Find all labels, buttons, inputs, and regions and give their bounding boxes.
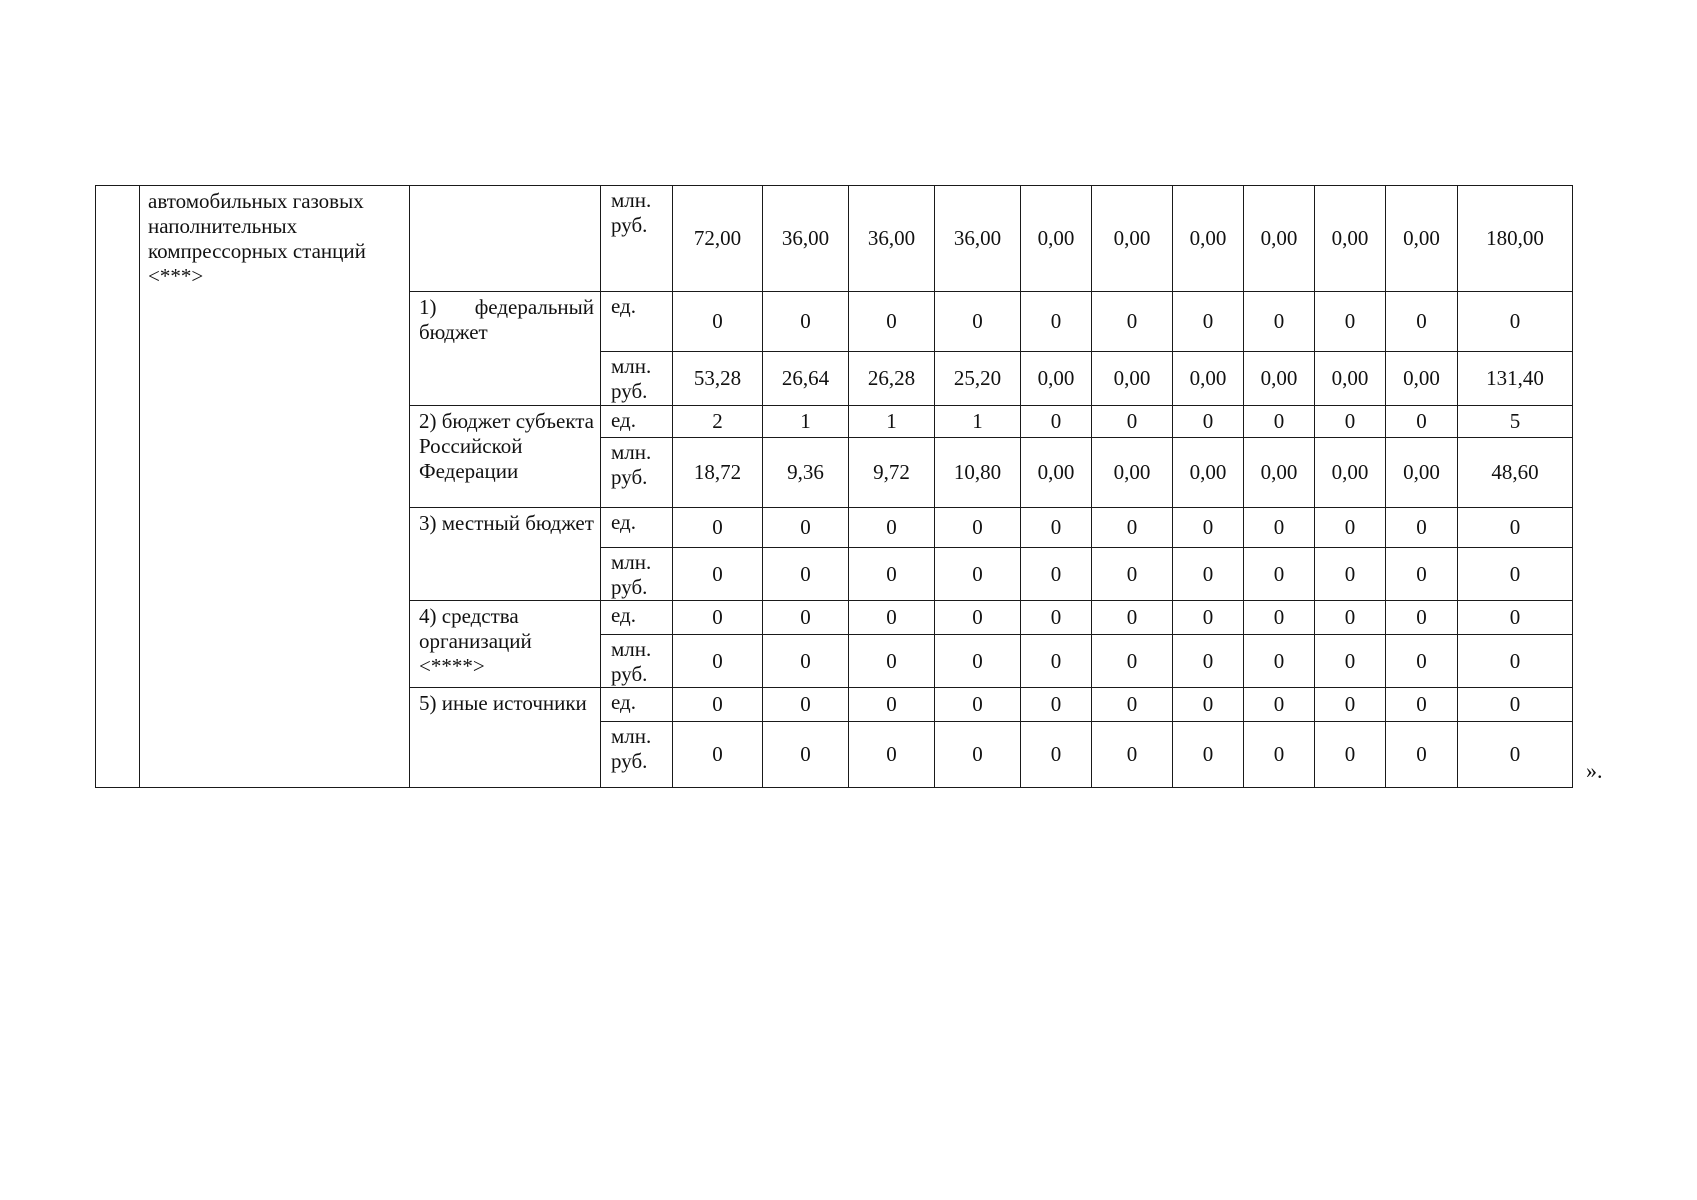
value-cell: 0 — [1092, 722, 1173, 788]
unit-label: ед. — [611, 294, 636, 318]
value-cell: 0 — [673, 292, 763, 352]
value-cell: 0,00 — [1021, 352, 1092, 406]
value-cell: 26,28 — [849, 352, 935, 406]
value-cell: 0 — [1244, 635, 1315, 688]
unit-cell — [601, 186, 673, 292]
total-cell: 180,00 — [1458, 186, 1573, 292]
value-cell: 0 — [763, 635, 849, 688]
value-cell: 0,00 — [1315, 438, 1386, 508]
value-cell: 0,00 — [1315, 186, 1386, 292]
value-cell: 10,80 — [935, 438, 1021, 508]
value-cell: 0 — [849, 548, 935, 601]
value-cell: 0 — [673, 548, 763, 601]
value-cell: 0,00 — [1092, 352, 1173, 406]
value-cell: 2 — [673, 406, 763, 438]
value-cell: 0 — [1244, 688, 1315, 722]
value-cell: 0 — [1173, 722, 1244, 788]
value-cell: 0 — [1244, 508, 1315, 548]
unit-cell — [601, 722, 673, 788]
unit-cell — [601, 406, 673, 438]
value-cell: 0 — [1244, 601, 1315, 635]
value-cell: 0,00 — [1386, 186, 1458, 292]
value-cell: 0 — [1386, 601, 1458, 635]
closing-quote-mark: ». — [1586, 758, 1603, 783]
value-cell: 18,72 — [673, 438, 763, 508]
value-cell: 0 — [1173, 292, 1244, 352]
unit-label: ед. — [611, 510, 636, 534]
value-cell: 0 — [1315, 548, 1386, 601]
value-cell: 0 — [673, 508, 763, 548]
value-cell: 0 — [1386, 292, 1458, 352]
value-cell: 0,00 — [1244, 352, 1315, 406]
value-cell: 0,00 — [1021, 186, 1092, 292]
value-cell: 0 — [763, 601, 849, 635]
value-cell: 0 — [1021, 722, 1092, 788]
total-cell: 5 — [1458, 406, 1573, 438]
value-cell: 0,00 — [1173, 438, 1244, 508]
value-cell: 0 — [1173, 635, 1244, 688]
value-cell: 9,72 — [849, 438, 935, 508]
value-cell: 0 — [673, 635, 763, 688]
value-cell: 0 — [1173, 548, 1244, 601]
value-cell: 1 — [763, 406, 849, 438]
total-cell: 48,60 — [1458, 438, 1573, 508]
unit-label: ед. — [611, 690, 636, 714]
total-cell: 0 — [1458, 292, 1573, 352]
value-cell: 0 — [763, 292, 849, 352]
unit-label: млн. руб. — [611, 550, 652, 599]
source-cell — [410, 601, 601, 688]
unit-cell — [601, 601, 673, 635]
source-cell — [410, 406, 601, 508]
value-cell: 0 — [1315, 601, 1386, 635]
value-cell: 0 — [849, 635, 935, 688]
total-cell: 0 — [1458, 688, 1573, 722]
table-row — [96, 186, 1573, 292]
value-cell: 36,00 — [849, 186, 935, 292]
value-cell: 0 — [1021, 508, 1092, 548]
value-cell: 0,00 — [1021, 438, 1092, 508]
value-cell: 0 — [935, 722, 1021, 788]
value-cell: 0 — [673, 688, 763, 722]
value-cell: 0 — [763, 548, 849, 601]
value-cell: 0,00 — [1173, 186, 1244, 292]
value-cell: 0 — [935, 635, 1021, 688]
unit-label: млн. руб. — [611, 440, 652, 489]
value-cell: 0 — [849, 292, 935, 352]
value-cell: 0 — [935, 688, 1021, 722]
value-cell: 36,00 — [935, 186, 1021, 292]
value-cell: 0 — [1021, 548, 1092, 601]
unit-label: ед. — [611, 603, 636, 627]
value-cell: 0 — [1173, 601, 1244, 635]
value-cell: 36,00 — [763, 186, 849, 292]
value-cell: 0 — [1021, 601, 1092, 635]
source-label: 3) местный бюджет — [419, 511, 594, 535]
value-cell: 0 — [935, 508, 1021, 548]
item-name-cell — [140, 186, 410, 788]
unit-cell — [601, 688, 673, 722]
value-cell: 0 — [1315, 406, 1386, 438]
value-cell: 53,28 — [673, 352, 763, 406]
source-first-line: 1) федеральный — [419, 295, 594, 319]
value-cell: 0 — [1386, 722, 1458, 788]
unit-cell — [601, 635, 673, 688]
value-cell: 0 — [1315, 688, 1386, 722]
value-cell: 0 — [1386, 688, 1458, 722]
unit-cell — [601, 438, 673, 508]
item-name: автомобильных газовых наполнительных компрессорных станций <***> — [148, 189, 366, 288]
total-cell: 0 — [1458, 722, 1573, 788]
value-cell: 0 — [1315, 635, 1386, 688]
value-cell: 0 — [673, 601, 763, 635]
value-cell: 0 — [849, 508, 935, 548]
value-cell: 9,36 — [763, 438, 849, 508]
value-cell: 0 — [1092, 688, 1173, 722]
total-cell: 131,40 — [1458, 352, 1573, 406]
value-cell: 72,00 — [673, 186, 763, 292]
funding-table — [95, 185, 1573, 788]
value-cell: 0,00 — [1092, 186, 1173, 292]
value-cell: 0 — [1386, 635, 1458, 688]
unit-label: млн. руб. — [611, 354, 652, 403]
value-cell: 0 — [1092, 635, 1173, 688]
value-cell: 0,00 — [1244, 186, 1315, 292]
unit-cell — [601, 352, 673, 406]
unit-label: млн. руб. — [611, 724, 652, 773]
value-cell: 0 — [1386, 548, 1458, 601]
value-cell: 0 — [849, 601, 935, 635]
total-cell: 0 — [1458, 548, 1573, 601]
total-cell: 0 — [1458, 601, 1573, 635]
value-cell: 0 — [763, 508, 849, 548]
total-cell: 0 — [1458, 635, 1573, 688]
value-cell: 1 — [849, 406, 935, 438]
source-second-line: бюджет — [419, 320, 488, 344]
source-cell — [410, 688, 601, 788]
source-cell — [410, 508, 601, 601]
value-cell: 0,00 — [1092, 438, 1173, 508]
value-cell: 0 — [1021, 292, 1092, 352]
unit-label: млн. руб. — [611, 637, 652, 686]
value-cell: 1 — [935, 406, 1021, 438]
source-cell — [410, 292, 601, 406]
value-cell: 0 — [1244, 548, 1315, 601]
value-cell: 0 — [1092, 548, 1173, 601]
unit-cell — [601, 548, 673, 601]
source-label: 2) бюджет субъекта Российской Федерации — [419, 409, 595, 483]
value-cell: 0 — [849, 688, 935, 722]
value-cell: 0 — [1021, 406, 1092, 438]
value-cell: 0 — [1244, 406, 1315, 438]
value-cell: 0 — [1092, 406, 1173, 438]
value-cell: 0,00 — [1315, 352, 1386, 406]
value-cell: 0 — [935, 548, 1021, 601]
unit-label: млн. руб. — [611, 188, 652, 237]
value-cell: 0,00 — [1386, 352, 1458, 406]
value-cell: 0 — [763, 688, 849, 722]
value-cell: 0,00 — [1244, 438, 1315, 508]
value-cell: 0 — [935, 292, 1021, 352]
unit-label: ед. — [611, 408, 636, 432]
unit-cell — [601, 508, 673, 548]
value-cell: 0 — [1021, 635, 1092, 688]
value-cell: 0 — [1315, 508, 1386, 548]
value-cell: 0 — [849, 722, 935, 788]
value-cell: 0 — [1173, 688, 1244, 722]
value-cell: 0 — [1386, 406, 1458, 438]
row-number-cell — [96, 186, 140, 788]
value-cell: 0 — [1173, 508, 1244, 548]
value-cell: 0 — [1021, 688, 1092, 722]
value-cell: 25,20 — [935, 352, 1021, 406]
value-cell: 0 — [1092, 292, 1173, 352]
value-cell: 0,00 — [1386, 438, 1458, 508]
value-cell: 0 — [1244, 292, 1315, 352]
value-cell: 0 — [1173, 406, 1244, 438]
source-cell-empty — [410, 186, 601, 292]
value-cell: 0 — [1092, 508, 1173, 548]
value-cell: 0 — [1315, 292, 1386, 352]
value-cell: 0 — [1244, 722, 1315, 788]
total-cell: 0 — [1458, 508, 1573, 548]
value-cell: 0 — [1315, 722, 1386, 788]
value-cell: 26,64 — [763, 352, 849, 406]
value-cell: 0 — [673, 722, 763, 788]
source-label: 4) средства организаций <****> — [419, 604, 532, 678]
value-cell: 0 — [1386, 508, 1458, 548]
source-label: 5) иные источники — [419, 691, 587, 715]
value-cell: 0,00 — [1173, 352, 1244, 406]
unit-cell — [601, 292, 673, 352]
value-cell: 0 — [935, 601, 1021, 635]
value-cell: 0 — [1092, 601, 1173, 635]
value-cell: 0 — [763, 722, 849, 788]
